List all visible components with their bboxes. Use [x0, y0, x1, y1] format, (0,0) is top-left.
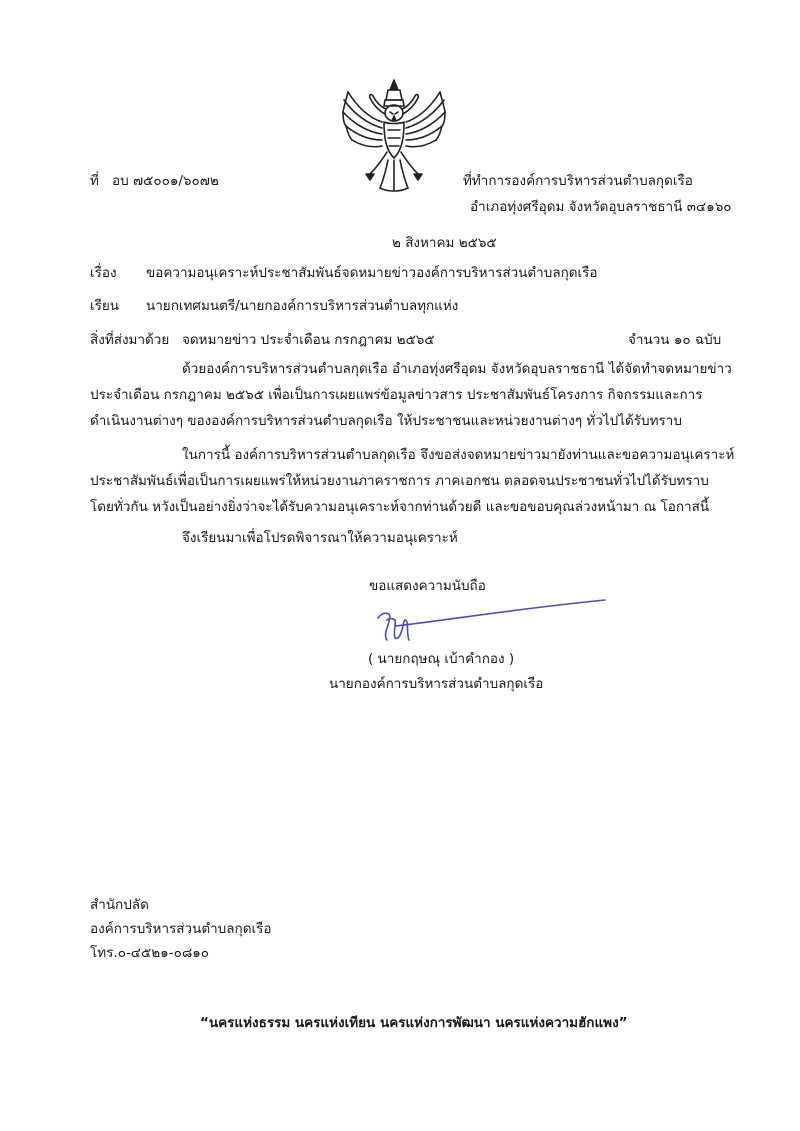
office-address-line1: ที่ทำการองค์การบริหารส่วนตำบลกุดเรือ: [463, 173, 693, 189]
paragraph-line: ด้วยองค์การบริหารส่วนตำบลกุดเรือ อำเภอทุ่งศรีอุดม จังหวัดอุบลราชธานี ได้จัดทำจดหมายข่าว: [182, 361, 732, 377]
footer-department: สำนักปลัด: [90, 897, 149, 913]
enclosure-text: จดหมายข่าว ประจำเดือน กรกฎาคม ๒๕๖๕: [182, 332, 435, 348]
signatory-position: นายกองค์การบริหารส่วนตำบลกุดเรือ: [329, 676, 544, 692]
body-paragraph-2: [90, 442, 760, 520]
paragraph-line: โดยทั่วกัน หวังเป็นอย่างยิ่งว่าจะได้รับความอนุเคราะห์จากท่านด้วยดี และขอขอบคุณล่วงหน้ามา ณ โอกาสนี้: [90, 499, 710, 515]
letter-date: ๒ สิงหาคม ๒๕๖๕: [392, 235, 497, 251]
reference-label: ที่: [90, 173, 99, 189]
paragraph-line: ในการนี้ องค์การบริหารส่วนตำบลกุดเรือ จึงขอส่งจดหมายข่าวมายังท่านและขอความอนุเคราะห์: [182, 447, 735, 463]
subject-label: เรื่อง: [90, 265, 117, 281]
paragraph-line: ประจำเดือน กรกฎาคม ๒๕๖๕ เพื่อเป็นการเผยแพร่ข้อมูลข่าวสาร ประชาสัมพันธ์โครงการ กิจกรรมและการ: [90, 387, 703, 403]
recipient-label: เรียน: [90, 298, 120, 314]
signatory-name: ( นายกฤษณุ เบ้าคำกอง ): [368, 651, 515, 667]
closing-request: จึงเรียนมาเพื่อโปรดพิจารณาให้ความอนุเคราะห์: [182, 530, 458, 546]
enclosure-label: สิ่งที่ส่งมาด้วย: [90, 332, 170, 348]
footer-motto: “นครแห่งธรรม นครแห่งเทียน นครแห่งการพัฒนา นครแห่งความฮักแพง”: [200, 1015, 628, 1031]
subject-text: ขอความอนุเคราะห์ประชาสัมพันธ์จดหมายข่าวองค์การบริหารส่วนตำบลกุดเรือ: [146, 265, 598, 281]
paragraph-line: ประชาสัมพันธ์เพื่อเป็นการเผยแพร่ให้หน่วยงานภาคราชการ ภาคเอกชน ตลอดจนประชาชนทั่วไปได้รับทราบ: [90, 473, 709, 489]
reference-number: อบ ๗๕๐๐๑/๖๐๗๒: [112, 173, 219, 189]
recipient-text: นายกเทศมนตรี/นายกองค์การบริหารส่วนตำบลทุกแห่ง: [146, 298, 459, 314]
body-paragraph-1: [90, 356, 760, 434]
footer-organization: องค์การบริหารส่วนตำบลกุดเรือ: [90, 921, 272, 937]
handwritten-signature-icon: [375, 596, 615, 656]
footer-phone: โทร.๐-๔๕๒๑-๐๘๑๐: [90, 945, 210, 961]
paragraph-line: ดำเนินงานต่างๆ ขององค์การบริหารส่วนตำบลกุดเรือ ให้ประชาชนและหน่วยงานต่างๆ ทั่วไปได้รับทราบ: [90, 413, 682, 429]
garuda-emblem-icon: [340, 78, 448, 193]
office-address-line2: อำเภอทุ่งศรีอุดม จังหวัดอุบลราชธานี ๓๔๑๖๐: [470, 199, 732, 215]
regards-text: ขอแสดงความนับถือ: [369, 578, 486, 594]
enclosure-count: จำนวน ๑๐ ฉบับ: [628, 332, 722, 348]
